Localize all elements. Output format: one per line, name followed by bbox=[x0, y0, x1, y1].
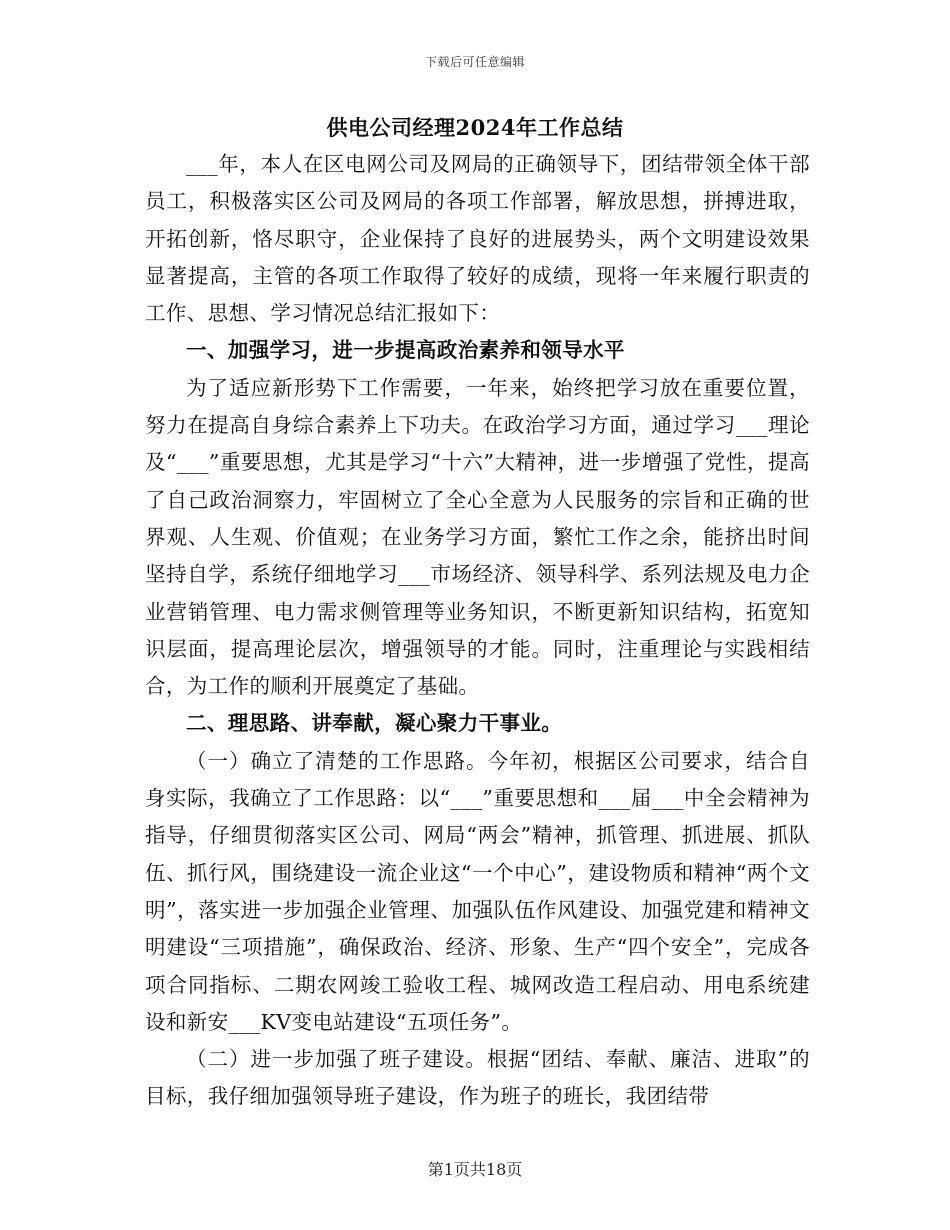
document-body bbox=[145, 146, 810, 1116]
paragraph-study: 为了适应新形势下工作需要，一年来，始终把学习放在重要位置，努力在提高自身综合素养上下功夫。在政治学习方面，通过学习___理论及“___”重要思想，尤其是学习“十六”大精神，进一步增强了党性，提高了自己政治洞察力，牢固树立了全心全意为人民服务的宗旨和正确的世界观、人生观、价值观；在业务学习方面，繁忙工作之余，能挤出时间坚持自学，系统仔细地学习___市场经济、领导科学、系列法规及电力企业营销管理、电力需求侧管理等业务知识，不断更新知识结构，拓宽知识层面，提高理论层次，增强领导的才能。同时，注重理论与实践相结合，为工作的顺利开展奠定了基础。 bbox=[145, 375, 810, 699]
paragraph-intro: ___年，本人在区电网公司及网局的正确领导下，团结带领全体干部员工，积极落实区公司及网局的各项工作部署，解放思想，拼搏进取，开拓创新，恪尽职守，企业保持了良好的进展势头，两个文明建设效果显著提高，主管的各项工作取得了较好的成绩，现将一年来履行职责的工作、思想、学习情况总结汇报如下： bbox=[145, 152, 810, 326]
page-number: 第1页共18页 bbox=[427, 1160, 523, 1179]
document-title: 供电公司经理2024年工作总结 bbox=[326, 115, 624, 140]
paragraph-work-plan: （一）确立了清楚的工作思路。今年初，根据区公司要求，结合自身实际，我确立了工作思路：以“___”重要思想和___届___中全会精神为指导，仔细贯彻落实区公司、网局“两会”精神，抓管理、抓进展、抓队伍、抓行风，围绕建设一流企业这“一个中心”，建设物质和精神“两个文明”，落实进一步加强企业管理、加强队伍作风建设、加强党建和精神文明建设“三项措施”，确保政治、经济、形象、生产“四个安全”，完成各项合同指标、二期农网竣工验收工程、城网改造工程启动、用电系统建设和新安___KV变电站建设“五项任务”。 bbox=[145, 748, 810, 1034]
section-heading-2: 二、理思路、讲奉献，凝心聚力干事业。 bbox=[186, 711, 563, 736]
section-heading-1: 一、加强学习，进一步提高政治素养和领导水平 bbox=[186, 338, 625, 363]
paragraph-team-building: （二）进一步加强了班子建设。根据“团结、奉献、廉洁、进取”的目标，我仔细加强领导班子建设，作为班子的班长，我团结带 bbox=[145, 1047, 810, 1109]
header-note: 下载后可任意编辑 bbox=[424, 55, 525, 69]
